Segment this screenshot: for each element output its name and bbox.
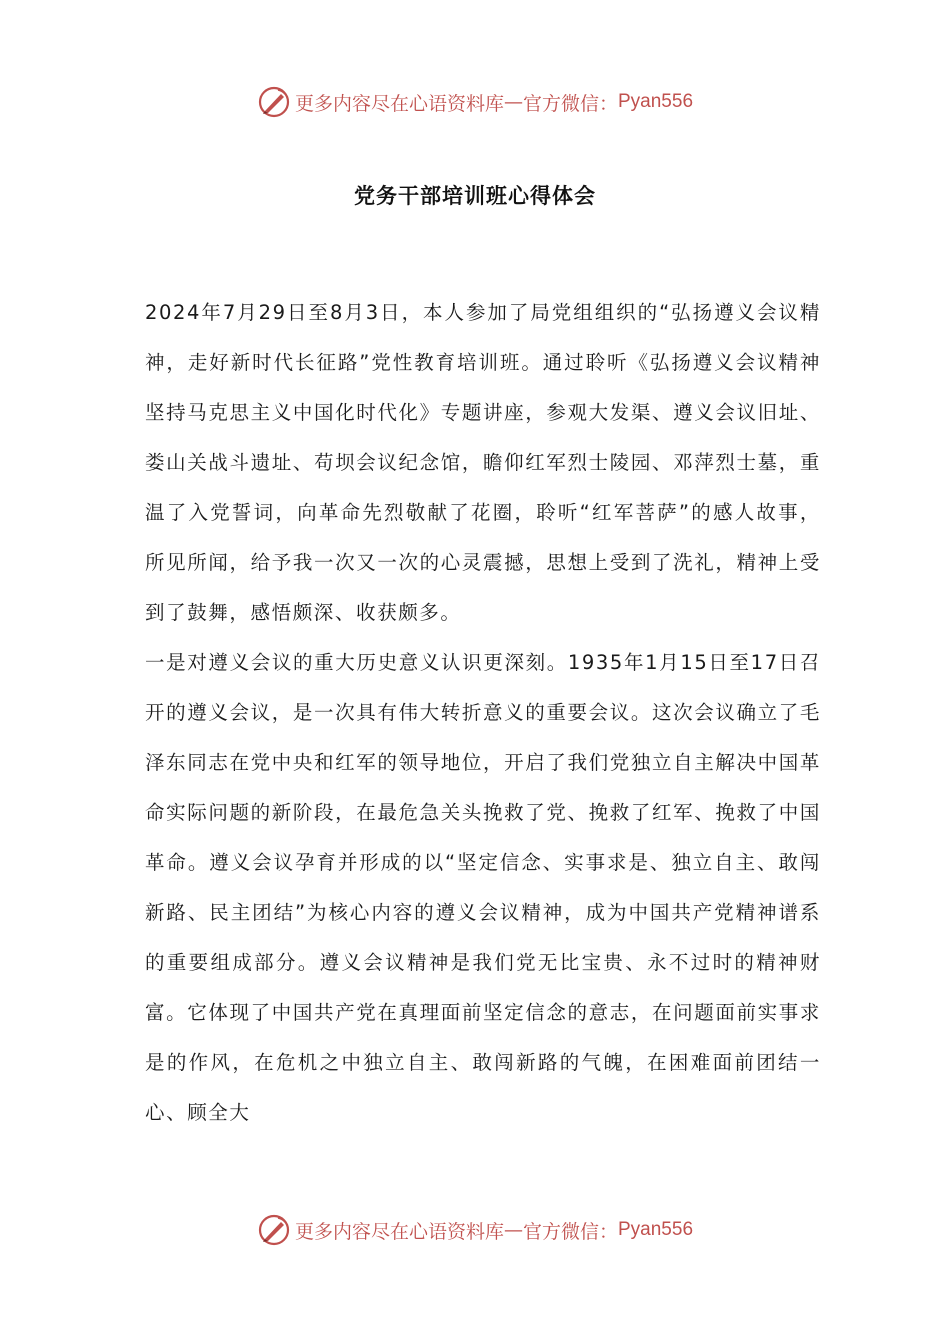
banner-wechat-id: Pyan556 — [618, 1219, 694, 1240]
banner-official-label: 官方微信： — [522, 1220, 618, 1243]
document-body — [145, 288, 821, 1138]
banner-slogan: 更多内容尽在心语资料库 — [294, 92, 504, 115]
header-banner — [0, 82, 950, 122]
banner-wechat-id: Pyan556 — [618, 91, 694, 112]
banner-official-label: 官方微信： — [522, 92, 618, 115]
banner-separator: — — [503, 1219, 523, 1241]
document-title: 党务干部培训班心得体会 — [354, 184, 596, 208]
paragraph: 一是对遵义会议的重大历史意义认识更深刻。1935年1月15日至17日召开的遵义会议，是一次具有伟大转折意义的重要会议。这次会议确立了毛泽东同志在党中央和红军的领导地位，开启了我们党独立自主解决中国革命实际问题的新阶段，在最危急关头挽救了党、挽救了红军、挽救了中国革命。遵义会议孕育并形成的以“坚定信念、实事求是、独立自主、敢闯新路、民主团结”为核心内容的遵义会议精神，成为中国共产党精神谱系的重要组成部分。遵义会议精神是我们党无比宝贵、永不过时的精神财富。它体现了中国共产党在真理面前坚定信念的意志，在问题面前实事求是的作风，在危机之中独立自主、敢闯新路的气魄，在困难面前团结一心、顾全大 — [145, 651, 821, 1124]
pen-logo-icon — [257, 85, 291, 119]
banner-slogan: 更多内容尽在心语资料库 — [294, 1220, 504, 1243]
paragraph: 2024年7月29日至8月3日，本人参加了局党组组织的“弘扬遵义会议精神，走好新时代长征路”党性教育培训班。通过聆听《弘扬遵义会议精神坚持马克思主义中国化时代化》专题讲座，参观大发渠、遵义会议旧址、娄山关战斗遗址、苟坝会议纪念馆，瞻仰红军烈士陵园、邓萍烈士墓，重温了入党誓词，向革命先烈敬献了花圈，聆听“红军菩萨”的感人故事，所见所闻，给予我一次又一次的心灵震撼，思想上受到了洗礼，精神上受到了鼓舞，感悟颇深、收获颇多。 — [145, 301, 821, 624]
pen-logo-icon — [257, 1213, 291, 1247]
banner-separator: — — [503, 91, 523, 113]
footer-banner — [0, 1210, 950, 1250]
